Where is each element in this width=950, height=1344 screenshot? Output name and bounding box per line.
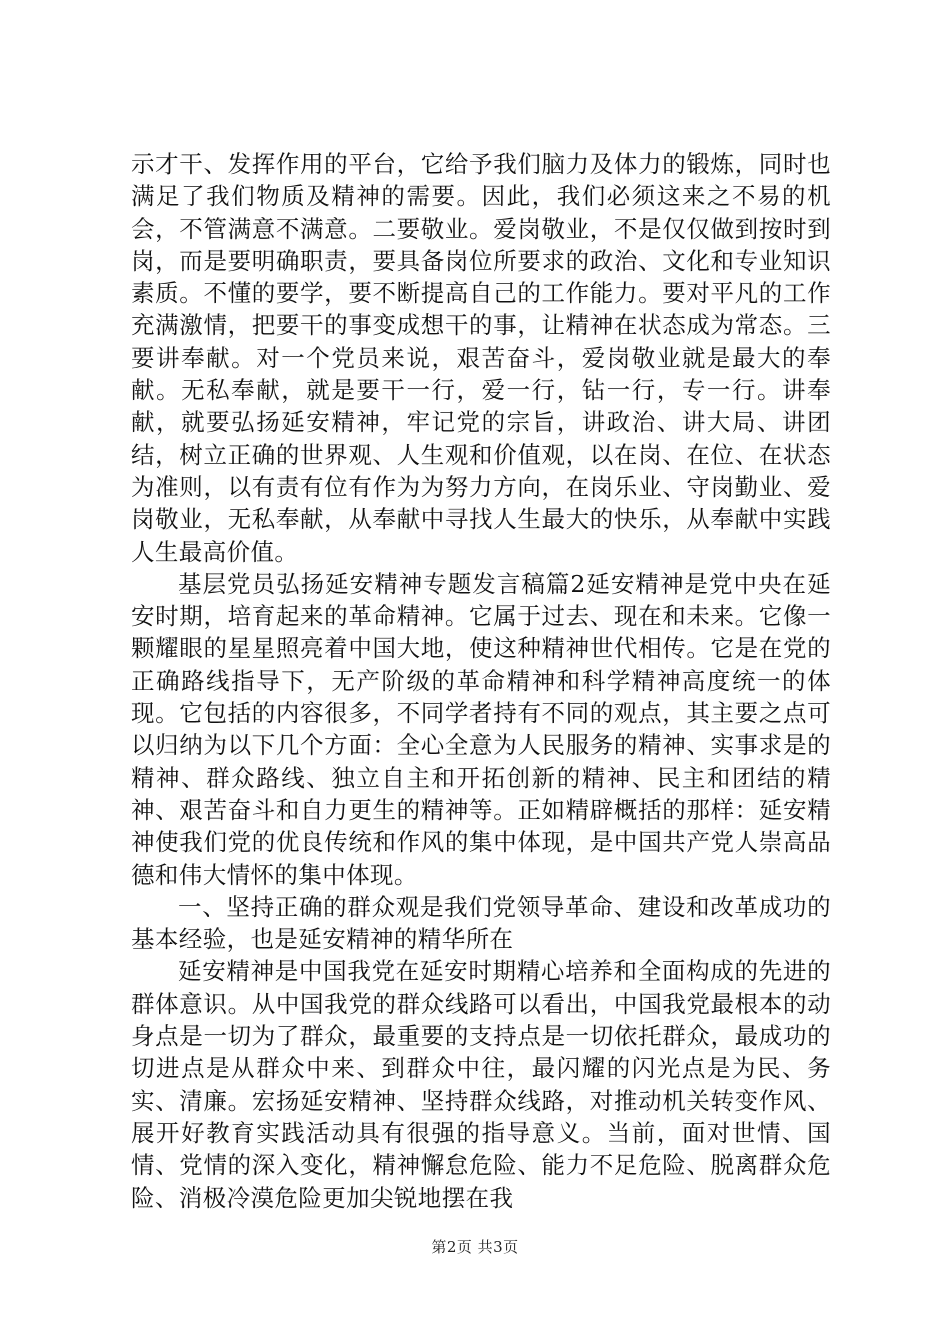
section-heading: 一、坚持正确的群众观是我们党领导革命、建设和改革成功的基本经验，也是延安精神的精华所在 [131,892,831,954]
page-number-footer: 第2页 共3页 [431,1238,519,1256]
paragraph-3: 延安精神是中国我党在延安时期精心培养和全面构成的先进的群体意识。从中国我党的群众线路可以看出，中国我党最根本的动身点是一切为了群众，最重要的支持点是一切依托群众，最成功的切进点是从群众中来、到群众中往，最闪耀的闪光点是为民、务实、清廉。宏扬延安精神、坚持群众线路，对推动机关转变作风、展开好教育实践活动具有很强的指导意义。当前，面对世情、国情、党情的深入变化，精神懈怠危险、能力不足危险、脱离群众危险、消极冷漠危险更加尖锐地摆在我 [131,957,831,1212]
paragraph-2: 基层党员弘扬延安精神专题发言稿篇2延安精神是党中央在延安时期，培育起来的革命精神。它属于过去、现在和未来。它像一颗耀眼的星星照亮着中国大地，使这种精神世代相传。它是在党的正确路线指导下，无产阶级的革命精神和科学精神高度统一的体现。它包括的内容很多，不同学者持有不同的观点，其主要之点可以归纳为以下几个方面：全心全意为人民服务的精神、实事求是的精神、群众路线、独立自主和开拓创新的精神、民主和团结的精神、艰苦奋斗和自力更生的精神等。正如精辟概括的那样：延安精神使我们党的优良传统和作风的集中体现，是中国共产党人崇高品德和伟大情怀的集中体现。 [131,569,831,889]
document-body [131,148,831,1214]
paragraph-1: 示才干、发挥作用的平台，它给予我们脑力及体力的锻炼，同时也满足了我们物质及精神的需要。因此，我们必须这来之不易的机会，不管满意不满意。二要敬业。爱岗敬业，不是仅仅做到按时到岗，而是要明确职责，要具备岗位所要求的政治、文化和专业知识素质。不懂的要学，要不断提高自己的工作能力。要对平凡的工作充满激情，把要干的事变成想干的事，让精神在状态成为常态。三要讲奉献。对一个党员来说，艰苦奋斗，爱岗敬业就是最大的奉献。无私奉献，就是要干一行，爱一行，钻一行，专一行。讲奉献，就要弘扬延安精神，牢记党的宗旨，讲政治、讲大局、讲团结，树立正确的世界观、人生观和价值观，以在岗、在位、在状态为准则，以有责有位有作为为努力方向，在岗乐业、守岗勤业、爱岗敬业，无私奉献，从奉献中寻找人生最大的快乐，从奉献中实践人生最高价值。 [131,150,831,566]
